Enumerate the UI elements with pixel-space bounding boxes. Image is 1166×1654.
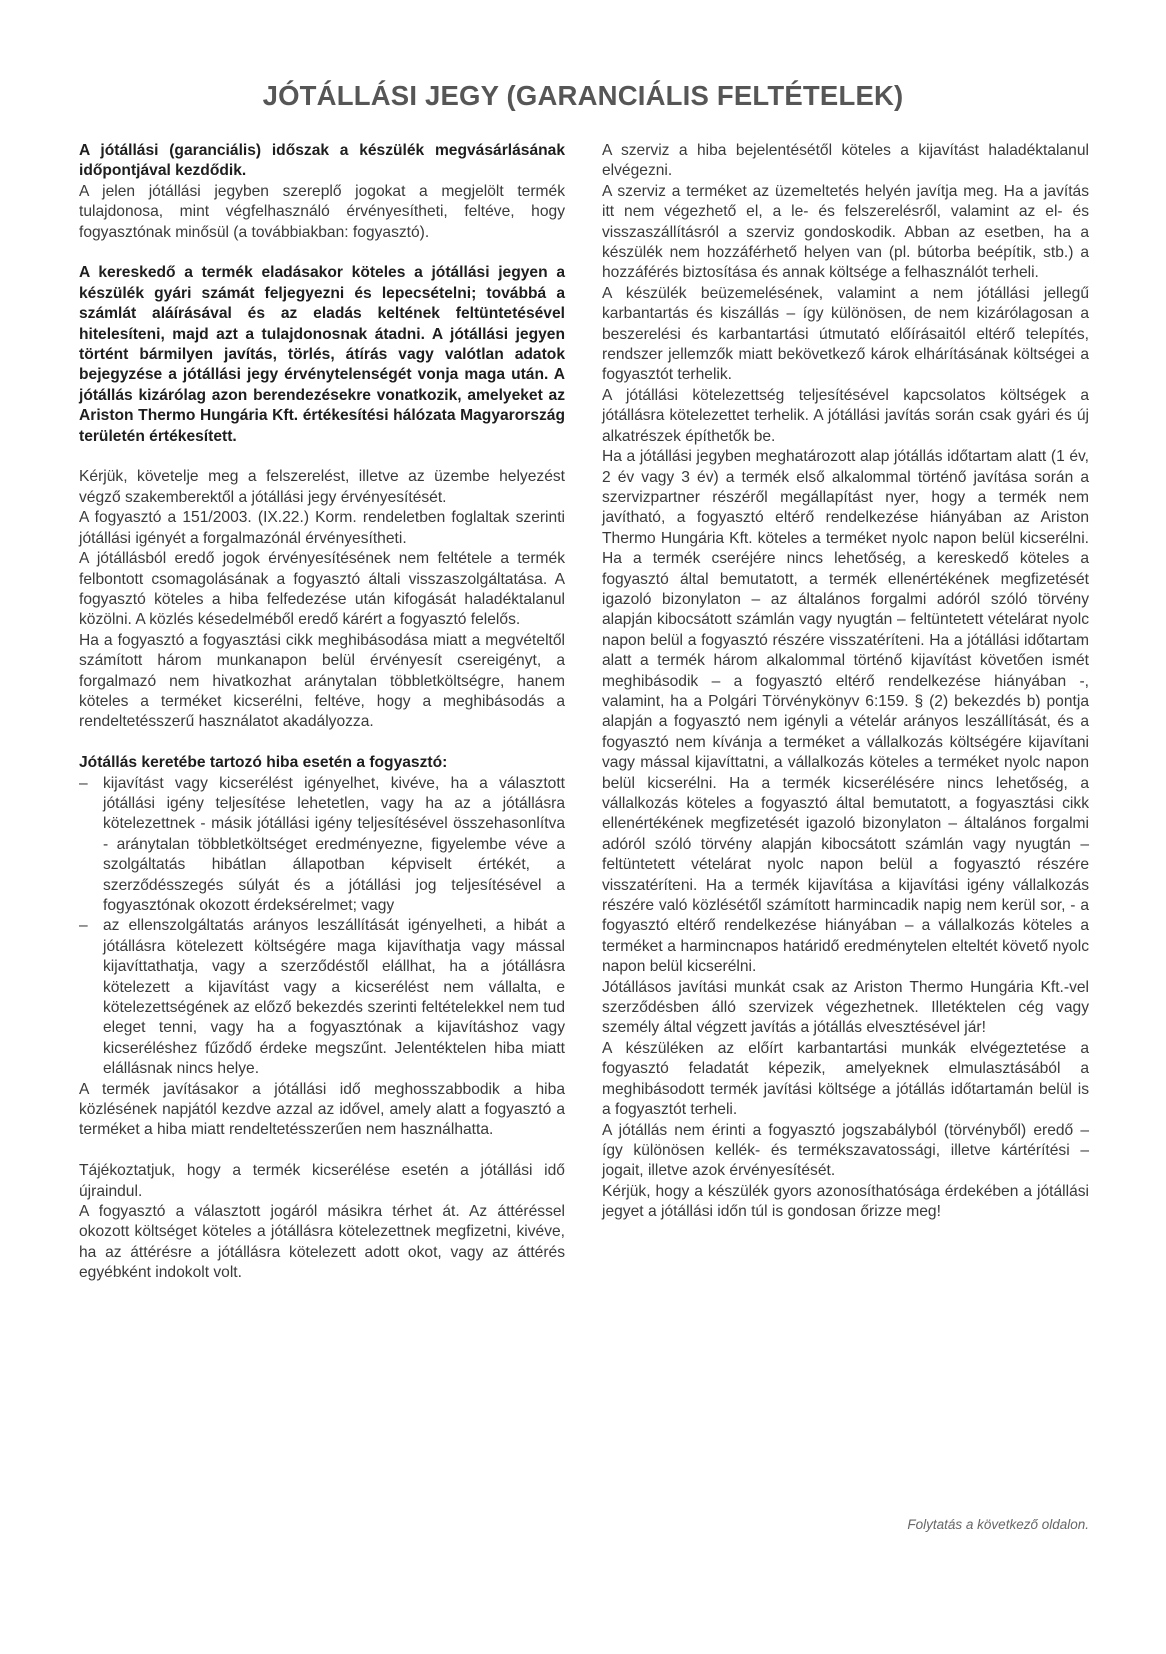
repair-deadline-paragraph: A szerviz a hiba bejelentésétől köteles a kijavítást haladéktalanul elvégezni. bbox=[602, 142, 1089, 180]
keep-card-paragraph: Kérjük, hogy a készülék gyors azonosíthatósága érdekében a jótállási jegyet a jótállási időn túl is gondosan őrizze meg! bbox=[602, 1182, 1089, 1221]
warranty-costs-paragraph: A jótállási kötelezettség teljesítésével kapcsolatos költségek a jótállásra kötelezettet terhelik. A jótállási javítás során csak gyári és új alkatrészek építhetők be. bbox=[602, 386, 1089, 445]
retailer-obligations-paragraph: A kereskedő a termék eladásakor köteles a jótállási jegyen a készülék gyári számát feljegyezni és lepecsételni; továbbá a számlát aláírásával és az eladás keltének feltüntetésével hitelesíteni, majd azt a tulajdonosnak átadni. A jótállási jegyen történt bármilyen javítás, törlés, átírás vagy valótlan adatok bejegyzése a jótállási jegy érvénytelenségét vonja maga után. A jótállás kizárólag azon berendezésekre vonatkozik, amelyeket az Ariston Thermo Hungária Kft. értékesítési hálózata Magyarország területén értékesített. bbox=[79, 264, 565, 445]
warranty-start-paragraph: A jótállási (garanciális) időszak a készülék megvásárlásának időpontjával kezdődik. bbox=[79, 142, 565, 180]
right-column bbox=[602, 141, 1089, 1223]
continued-note: Folytatás a következő oldalon. bbox=[907, 1517, 1089, 1532]
defect-rights-heading: Jótállás keretébe tartozó hiba esetén a fogyasztó: bbox=[79, 754, 448, 772]
page-title: JÓTÁLLÁSI JEGY (GARANCIÁLIS FELTÉTELEK) bbox=[262, 80, 904, 111]
commissioning-costs-paragraph: A készülék beüzemelésének, valamint a nem jótállási jellegű karbantartás és kiszállás – így különösen, de nem kizárólagosan a beszerelési és karbantartási útmutató előírásaitól eltérő telepítés, rendszer jellemzők miatt bekövetkező károk elhárításának költségei a fogyasztót terhelik. bbox=[602, 284, 1089, 384]
spacer bbox=[79, 447, 565, 467]
packaging-paragraph: A jótállásból eredő jogok érvényesítésének nem feltétele a termék felbontott csomagolásának a fogyasztó általi visszaszolgáltatása. A fogyasztó köteles a hiba felfedezése után kifogását haladéktalanul közölni. A közlés késedelméből eredő kárért a fogyasztó felelős. bbox=[79, 550, 565, 629]
maintenance-paragraph: A készüléken az előírt karbantartási munkák elvégeztetése a fogyasztó feladatát képezik, amelyeknek elmulasztásából a meghibásodott termék javítási költsége a jótállás időtartamán belül is a fogyasztót terheli. bbox=[602, 1039, 1089, 1119]
regulation-paragraph: A fogyasztó a 151/2003. (IX.22.) Korm. rendeletben foglaltak szerinti jótállási igényét a forgalmazónál érvényesítheti. bbox=[79, 509, 565, 547]
replacement-claim-paragraph: Ha a fogyasztó a fogyasztási cikk meghibásodása miatt a megvételtől számított három munkanapon belül érvényesít csereigényt, a forgalmazó nem hivatkozhat aránytalan többletköltségre, hanem köteles a terméket kicserélni, feltéve, hogy a meghibásodás a rendeltetésszerű használatot akadályozza. bbox=[79, 631, 565, 731]
onsite-repair-paragraph: A szerviz a terméket az üzemeltetés helyén javítja meg. Ha a javítás itt nem végezhető el, a le- és felszerelésről, valamint az el- és visszaszállításról a szerviz gondoskodik. Abban az esetben, ha a készülék nem hozzáférhető helyen van (pl. bútorba beépítik, stb.) a hozzáférés biztosítása és annak költsége a felhasználót terheli. bbox=[602, 182, 1089, 282]
replacement-conditions-paragraph: Ha a jótállási jegyben meghatározott alap jótállás időtartam alatt (1 év, 2 év vagy 3 év) a termék első alkalommal történő javítása során a szervizpartner részéről megállapítást nyer, hogy a termék nem javítható, a fogyasztó eltérő rendelkezése hiányában az Ariston Thermo Hungária Kft. köteles a terméket nyolc napon belül kicserélni. Ha a termék cseréjére nincs lehetőség, a kereskedő köteles a fogyasztó által bemutatott, a termék ellenértékének megfizetését igazoló bizonylaton – az általános forgalmi adóról szóló törvény alapján kibocsátott számlán vagy nyugtán – feltüntetett vételárat nyolc napon belül a fogyasztó részére visszatéríteni. Ha a jótállási időtartam alatt a termék három alkalommal történő kijavítást követően ismét meghibásodik – a fogyasztó eltérő rendelkezése hiányában -, valamint, ha a Polgári Törvénykönyv 6:159. § (2) bekezdés b) pontja alapján a fogyasztó nem igényli a vételár arányos leszállítását, és a fogyasztó nem kívánja a terméket a vállalkozás költségére kijavítani vagy mással kijavíttatni, a vállalkozás köteles a terméket nyolc napon belül kicserélni. Ha a termék kicserélésére nincs lehetőség, a vállalkozás köteles a fogyasztó által bemutatott, a fogyasztási cikk ellenértékének megfizetését igazoló bizonylaton – általános forgalmi adóról szóló törvény alapján kibocsátott számlán vagy nyugtán – feltüntetett vételárat nyolc napon belül a fogyasztó részére visszatéríteni. Ha a termék kijavítása a kijavítási igény vállalkozás részére való közlésétől számított harmincadik napig nem kerül sor, - a fogyasztó eltérő rendelkezése hiányában – a vállalkozás köteles a terméket a harmincnapos határidő eredménytelen elteltét követő nyolc napon belül kicserélni. bbox=[602, 448, 1089, 976]
right-switch-paragraph: A fogyasztó a választott jogáról másikra térhet át. Az áttéréssel okozott költséget köteles a jótállásra kötelezettnek megfizetni, kivéve, ha az áttérésre a jótállásra kötelezett adott okot, vagy az áttérés egyébként indokolt volt. bbox=[79, 1203, 565, 1282]
list-item: – az ellenszolgáltatás arányos leszállítását igényelheti, a hibát a jótállásra kötelezett költségére maga kijavíthatja vagy mással kijavíttathatja, vagy a szerződéstől elállhat, ha a jótállásra kötelezett a kijavítást vagy a kicserélést nem vállalta, e kötelezettségének az előző bekezdés szerinti feltételekkel nem tud eleget tenni, vagy ha a fogyasztónak a kijavításhoz vagy kicseréléshez fűződő érdeke megszűnt. Jelentéktelen hiba miatt elállásnak nincs helye. bbox=[79, 916, 565, 1079]
spacer bbox=[79, 733, 565, 753]
installation-request-paragraph: Kérjük, követelje meg a felszerelést, illetve az üzembe helyezést végző szakemberektől a jótállási jegy érvényesítését. bbox=[79, 468, 565, 506]
consumer-rights-paragraph: A jelen jótállási jegyben szereplő jogokat a megjelölt termék tulajdonosa, mint végfelhasználó érvényesítheti, feltéve, hogy fogyasztónak minősül (a továbbiakban: fogyasztó). bbox=[79, 182, 565, 241]
list-item: – kijavítást vagy kicserélést igényelhet, kivéve, ha a választott jótállási igény teljesítése lehetetlen, vagy ha az a jótállásra kötelezettnek - másik jótállási igény teljesítésével összehasonlítva - aránytalan többletköltséget eredményezne, figyelembe véve a szolgáltatás hibátlan állapotban képviselt értékét, a szerződésszegés súlyát és a jótállási jog teljesítésével a fogyasztónak okozott érdeksérelmet; vagy bbox=[79, 774, 565, 917]
defect-rights-list bbox=[79, 774, 565, 1080]
left-column bbox=[79, 141, 565, 1284]
spacer bbox=[79, 243, 565, 263]
warranty-extension-paragraph: A termék javításakor a jótállási idő meghosszabbodik a hiba közlésének napjától kezdve azzal az idővel, amely alatt a fogyasztó a terméket a hiba miatt rendeltetésszerűen nem használhatta. bbox=[79, 1080, 565, 1139]
authorized-service-paragraph: Jótállásos javítási munkát csak az Ariston Thermo Hungária Kft.-vel szerződésben álló szervizek végezhetnek. Illetéktelen cég vagy személy által végzett javítás a jótállás elvesztésével jár! bbox=[602, 978, 1089, 1037]
statutory-rights-paragraph: A jótállás nem érinti a fogyasztó jogszabályból (törvényből) eredő – így különösen kellék- és termékszavatossági, illetve kártérítési – jogait, illetve azok érvényesítését. bbox=[602, 1121, 1089, 1180]
spacer bbox=[79, 1141, 565, 1161]
warranty-restart-paragraph: Tájékoztatjuk, hogy a termék kicserélése esetén a jótállási idő újraindul. bbox=[79, 1162, 565, 1200]
